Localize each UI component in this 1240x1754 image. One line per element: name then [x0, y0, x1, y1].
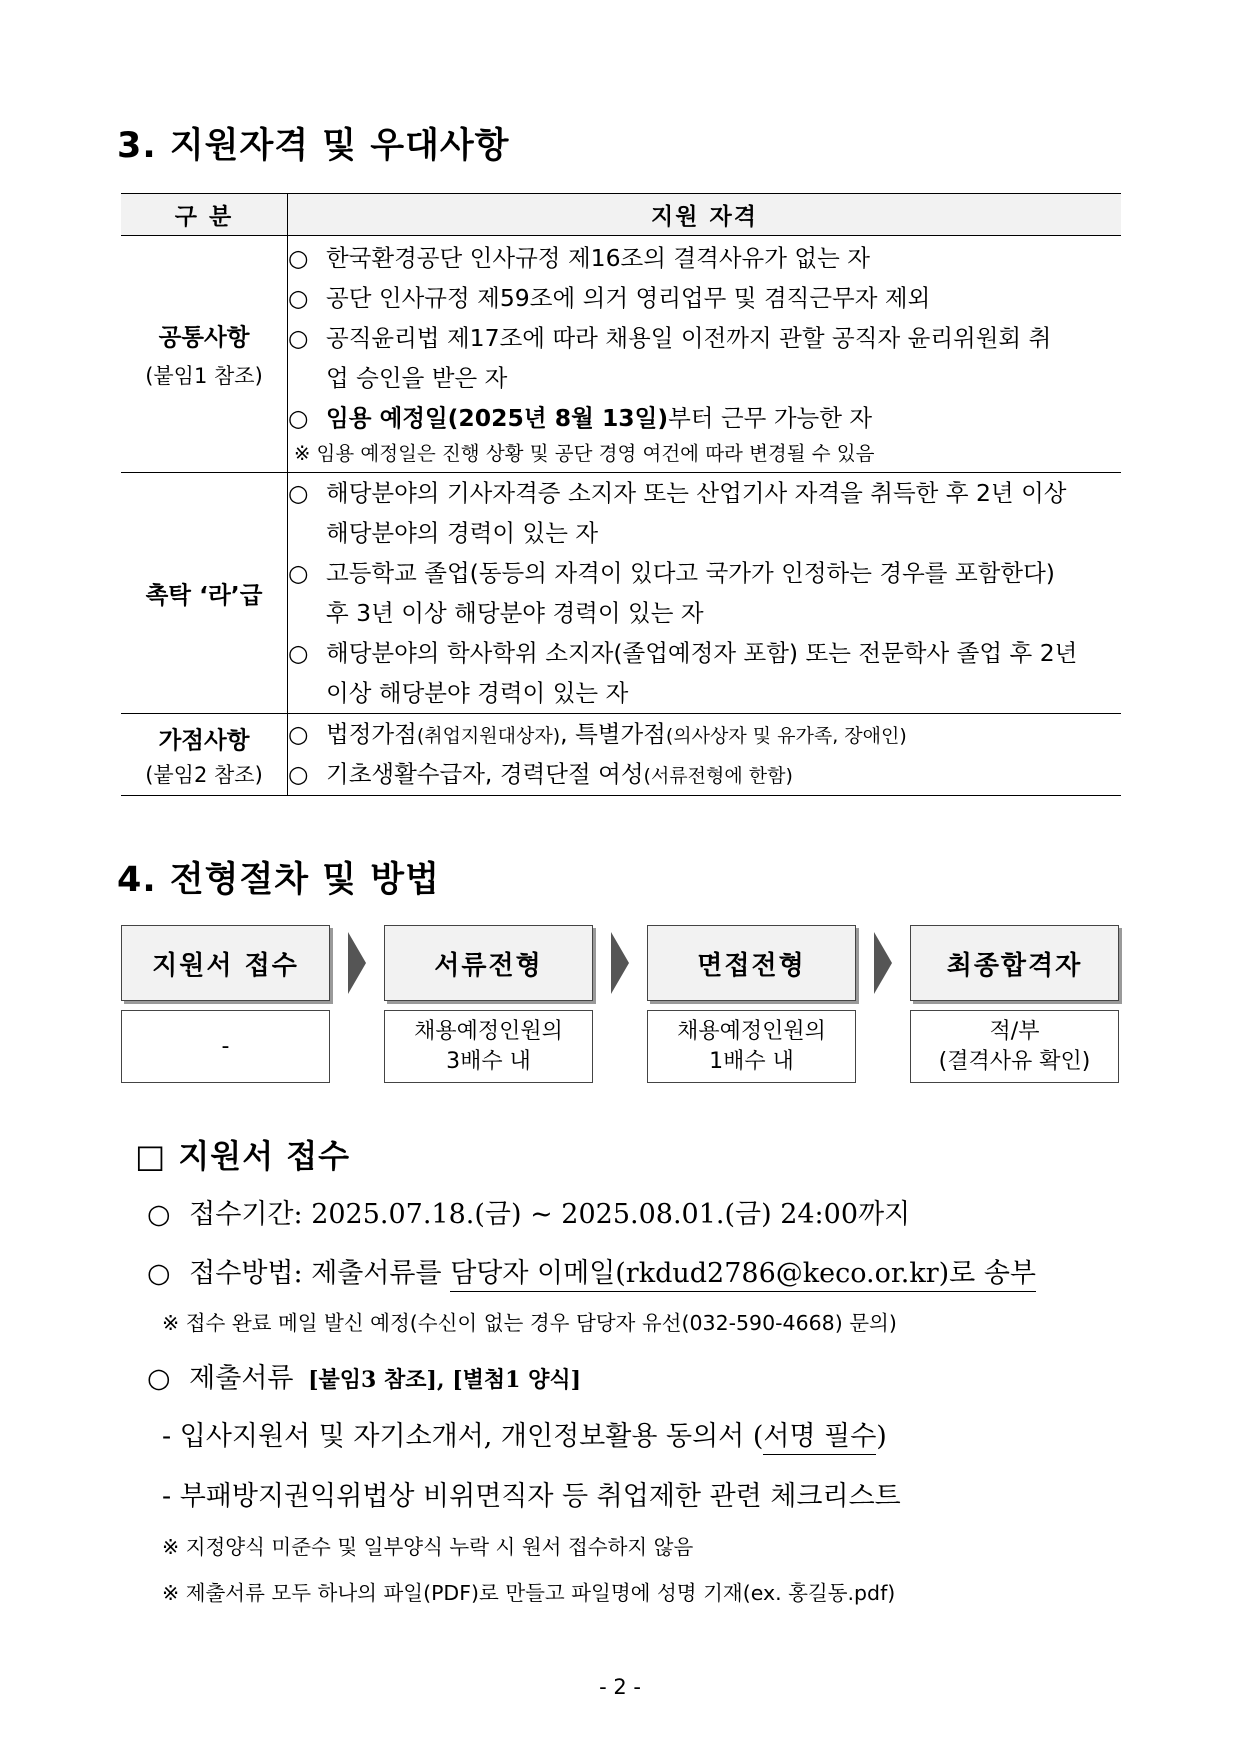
list-item	[288, 553, 1081, 633]
category-label: 공통사항	[158, 323, 250, 351]
flow-step-label: 서류전형	[434, 950, 543, 981]
flow-detail-line1: -	[221, 1033, 230, 1059]
qualification-cell	[288, 236, 1122, 473]
flow-step-interview	[647, 925, 856, 1001]
category-label: 가점사항	[158, 725, 250, 754]
header-category: 구 분	[121, 194, 288, 236]
list-item	[288, 398, 1121, 438]
application-period	[147, 1192, 910, 1231]
flow-detail-line1: 채용예정인원의	[414, 1018, 563, 1044]
category-cell	[121, 236, 288, 473]
method-pre: 제출서류를	[311, 1258, 442, 1289]
documents-label: 제출서류	[189, 1363, 294, 1394]
circle-bullet: ○	[288, 404, 309, 432]
list-item	[288, 755, 1121, 795]
flow-detail-line1: 채용예정인원의	[677, 1018, 826, 1044]
category-note: (붙임2 참조)	[145, 762, 263, 787]
flow-detail	[647, 1010, 856, 1083]
category-note: (붙임1 참조)	[145, 364, 263, 388]
table-header-row	[121, 194, 1121, 236]
documents-refs: [붙임3 참조], [별첨1 양식]	[308, 1367, 581, 1393]
period-label: 접수기간:	[189, 1199, 303, 1230]
qualification-cell	[288, 714, 1122, 796]
flow-detail	[910, 1010, 1119, 1083]
item-text: 법정가점	[326, 719, 417, 748]
application-method	[147, 1251, 1036, 1290]
document-item: - 부패방지권익위법상 비위면직자 등 취업제한 관련 체크리스트	[162, 1481, 901, 1512]
doc-item-text: - 입사지원서 및 자기소개서, 개인정보활용 동의서 (	[162, 1421, 764, 1452]
circle-bullet: ○	[147, 1199, 171, 1230]
flow-detail-line2: (결격사유 확인)	[938, 1048, 1091, 1074]
list-item	[288, 238, 1121, 278]
item-small-text: (취업지원대상자)	[416, 724, 561, 747]
method-note: ※ 접수 완료 메일 발신 예정(수신이 없는 경우 담당자 유선(032-590-4668) 문의)	[162, 1311, 897, 1335]
item-bold-text: 임용 예정일(2025년 8월 13일)	[326, 404, 669, 432]
method-label: 접수방법:	[189, 1258, 303, 1289]
circle-bullet: ○	[288, 284, 309, 312]
flow-step-label: 면접전형	[697, 950, 806, 981]
table-row	[121, 236, 1121, 473]
period-value: 2025.07.18.(금) ~ 2025.08.01.(금) 24:00까지	[311, 1199, 911, 1230]
table-row	[121, 473, 1121, 714]
list-item	[288, 633, 1081, 713]
list-item	[288, 473, 1081, 553]
item-small-text: (서류전형에 한함)	[643, 764, 793, 787]
circle-bullet: ○	[288, 759, 309, 788]
circle-bullet: ○	[288, 719, 309, 748]
arrow-right-icon	[874, 932, 892, 994]
flow-step-label: 지원서 접수	[152, 950, 299, 981]
arrow-right-icon	[348, 932, 366, 994]
flow-step-application	[121, 925, 330, 1001]
circle-bullet: ○	[288, 479, 309, 507]
circle-bullet: ○	[147, 1258, 171, 1289]
flow-detail	[121, 1010, 330, 1083]
documents-note: ※ 지정양식 미준수 및 일부양식 누락 시 원서 접수하지 않음	[162, 1535, 694, 1559]
item-text: 공직윤리법 제17조에 따라 채용일 이전까지 관할 공직자 윤리위원회 취업 승인을 받은 자	[326, 324, 1052, 392]
application-heading: □ 지원서 접수	[135, 1137, 351, 1175]
item-text: 고등학교 졸업(동등의 자격이 있다고 국가가 인정하는 경우를 포함한다) 후 3년 이상 해당분야 경력이 있는 자	[326, 559, 1055, 627]
method-email[interactable]: 담당자 이메일(rkdud2786@keco.or.kr)로 송부	[450, 1258, 1036, 1292]
required-documents	[147, 1356, 581, 1395]
flow-step-label: 최종합격자	[946, 950, 1083, 981]
item-text: 한국환경공단 인사규정 제16조의 결격사유가 없는 자	[326, 244, 870, 272]
category-label: 촉탁 ‘라’급	[145, 581, 263, 609]
section4-title: 4. 전형절차 및 방법	[117, 860, 440, 900]
item-text: 부터 근무 가능한 자	[668, 404, 873, 432]
circle-bullet: ○	[288, 639, 309, 667]
circle-bullet: ○	[147, 1363, 171, 1394]
flow-step-final	[910, 925, 1119, 1001]
arrow-right-icon	[611, 932, 629, 994]
circle-bullet: ○	[288, 244, 309, 272]
flow-step-document-screening	[384, 925, 593, 1001]
item-text: 공단 인사규정 제59조에 의거 영리업무 및 겸직근무자 제외	[326, 284, 931, 312]
flow-detail-line1: 적/부	[989, 1018, 1040, 1044]
doc-item-underlined: 서명 필수	[763, 1421, 876, 1455]
table-row	[121, 714, 1121, 796]
flow-detail-line2: 3배수 내	[446, 1048, 531, 1074]
document-item	[162, 1414, 887, 1453]
item-small-text: (의사상자 및 유가족, 장애인)	[665, 724, 907, 747]
qualification-table	[121, 193, 1121, 796]
section3-title: 3. 지원자격 및 우대사항	[117, 126, 510, 166]
circle-bullet: ○	[288, 559, 309, 587]
flow-detail-line2: 1배수 내	[709, 1048, 794, 1074]
flow-detail	[384, 1010, 593, 1083]
page-number: - 2 -	[599, 1675, 641, 1699]
list-item	[288, 318, 1056, 398]
item-text: 해당분야의 학사학위 소지자(졸업예정자 포함) 또는 전문학사 졸업 후 2년 이상 해당분야 경력이 있는 자	[326, 639, 1078, 707]
doc-item-text: )	[876, 1421, 887, 1452]
list-item	[288, 278, 1121, 318]
row-note: ※ 임용 예정일은 진행 상황 및 공단 경영 여건에 따라 변경될 수 있음	[294, 442, 875, 465]
documents-note: ※ 제출서류 모두 하나의 파일(PDF)로 만들고 파일명에 성명 기재(ex. 홍길동.pdf)	[162, 1581, 896, 1605]
circle-bullet: ○	[288, 324, 309, 352]
category-cell	[121, 714, 288, 796]
item-text: 기초생활수급자, 경력단절 여성	[326, 759, 644, 788]
item-text: 해당분야의 기사자격증 소지자 또는 산업기사 자격을 취득한 후 2년 이상 해당분야의 경력이 있는 자	[326, 479, 1067, 547]
qualification-cell	[288, 473, 1122, 714]
item-text: , 특별가점	[560, 719, 666, 748]
header-qualification: 지원 자격	[288, 194, 1122, 236]
category-cell	[121, 473, 288, 714]
list-item	[288, 715, 1121, 755]
